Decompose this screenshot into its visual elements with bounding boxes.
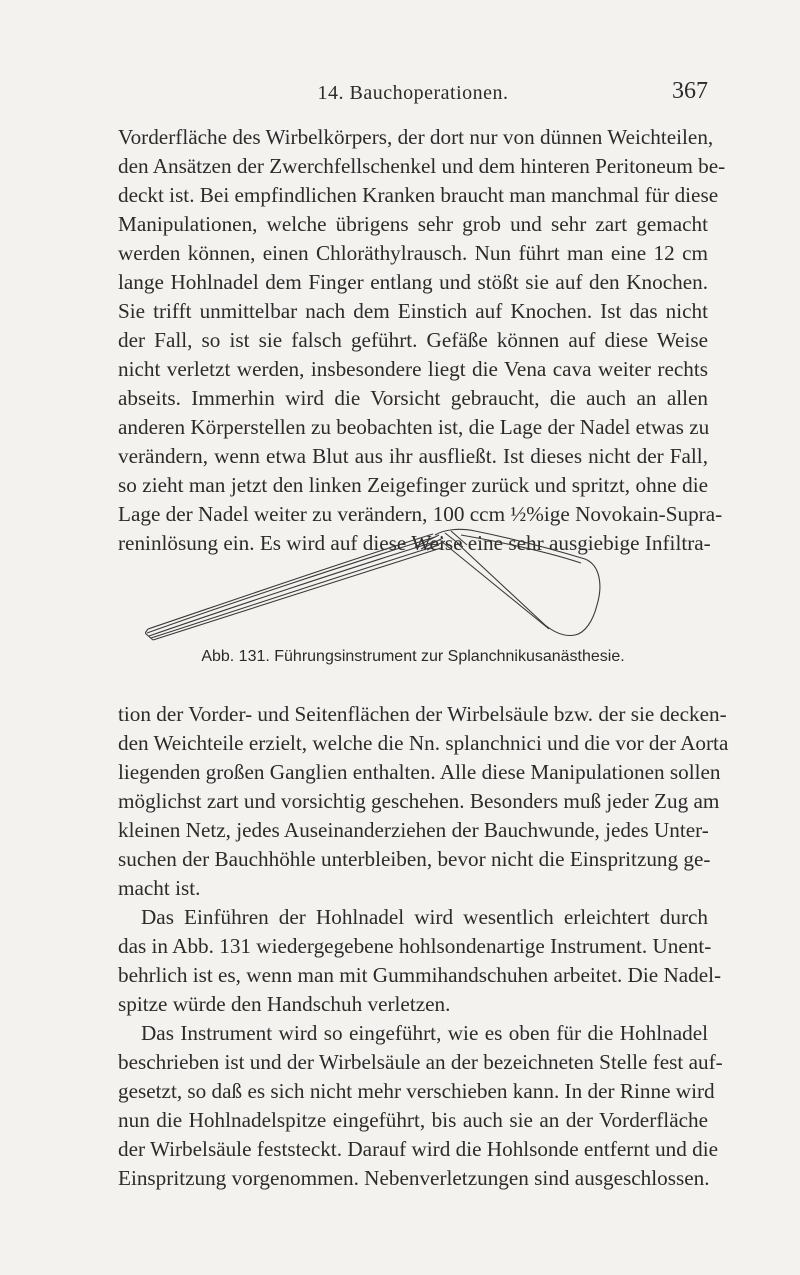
text-line: gesetzt, so daß es sich nicht mehr verschieben kann. In der Rinne wird <box>118 1079 715 1103</box>
page-number: 367 <box>672 78 708 104</box>
paragraph-1 <box>118 123 726 558</box>
running-title: 14. Bauchoperationen. <box>317 82 509 104</box>
text-line: Manipulationen, welche übrigens sehr grob und sehr zart gemacht <box>118 212 708 236</box>
text-line: kleinen Netz, jedes Auseinanderziehen der Bauchwunde, jedes Unter- <box>118 818 709 842</box>
text-line: tion der Vorder- und Seitenflächen der Wirbelsäule bzw. der sie decken- <box>118 702 727 726</box>
text-line: abseits. Immerhin wird die Vorsicht gebraucht, die auch an allen <box>118 386 708 410</box>
paragraph-2 <box>118 700 729 1193</box>
text-line: verändern, wenn etwa Blut aus ihr ausfließt. Ist dieses nicht der Fall, <box>118 444 708 468</box>
text-line: nicht verletzt werden, insbesondere liegt die Vena cava weiter rechts <box>118 357 708 381</box>
text-line: Das Instrument wird so eingeführt, wie es oben für die Hohlnadel <box>141 1021 708 1045</box>
text-line: lange Hohlnadel dem Finger entlang und stößt sie auf den Knochen. <box>118 270 708 294</box>
text-line: werden können, einen Chloräthylrausch. Nun führt man eine 12 cm <box>118 241 708 265</box>
text-line: das in Abb. 131 wiedergegebene hohlsondenartige Instrument. Unent- <box>118 934 712 958</box>
text-line: suchen der Bauchhöhle unterbleiben, bevor nicht die Einspritzung ge- <box>118 847 711 871</box>
text-line: der Wirbelsäule feststeckt. Darauf wird die Hohlsonde entfernt und die <box>118 1137 719 1161</box>
instrument-illustration <box>145 525 615 645</box>
text-line: deckt ist. Bei empfindlichen Kranken braucht man manchmal für diese <box>118 183 719 207</box>
text-line: Sie trifft unmittelbar nach dem Einstich auf Knochen. Ist das nicht <box>118 299 708 323</box>
page-header <box>118 78 708 112</box>
text-line: macht ist. <box>118 876 201 900</box>
text-line: der Fall, so ist sie falsch geführt. Gefäße können auf diese Weise <box>118 328 708 352</box>
text-line: Vorderfläche des Wirbelkörpers, der dort nur von dünnen Weichteilen, <box>118 125 714 149</box>
text-line: den Weichteile erzielt, welche die Nn. splanchnici und die vor der Aorta <box>118 731 729 755</box>
text-line: Lage der Nadel weiter zu verändern, 100 ccm ½%ige Novokain-Supra- <box>118 502 723 526</box>
text-line: spitze würde den Handschuh verletzen. <box>118 992 451 1016</box>
figure-caption: Abb. 131. Führungsinstrument zur Splanchnikusanästhesie. <box>201 648 625 665</box>
text-line: behrlich ist es, wenn man mit Gummihandschuhen arbeitet. Die Nadel- <box>118 963 722 987</box>
text-line: den Ansätzen der Zwerchfellschenkel und dem hinteren Peritoneum be- <box>118 154 726 178</box>
text-line: so zieht man jetzt den linken Zeigefinger zurück und spritzt, ohne die <box>118 473 708 497</box>
text-line: anderen Körperstellen zu beobachten ist, die Lage der Nadel etwas zu <box>118 415 710 439</box>
text-line: Einspritzung vorgenommen. Nebenverletzungen sind ausgeschlossen. <box>118 1166 710 1190</box>
text-line: liegenden großen Ganglien enthalten. Alle diese Manipulationen sollen <box>118 760 721 784</box>
text-line: beschrieben ist und der Wirbelsäule an der bezeichneten Stelle fest auf- <box>118 1050 723 1074</box>
text-line: reninlösung ein. Es wird auf diese Weise eine sehr ausgiebige Infiltra- <box>118 531 711 555</box>
text-line: Das Einführen der Hohlnadel wird wesentlich erleichtert durch <box>141 905 708 929</box>
text-line: nun die Hohlnadelspitze eingeführt, bis auch sie an der Vorderfläche <box>118 1108 708 1132</box>
text-line: möglichst zart und vorsichtig geschehen. Besonders muß jeder Zug am <box>118 789 720 813</box>
